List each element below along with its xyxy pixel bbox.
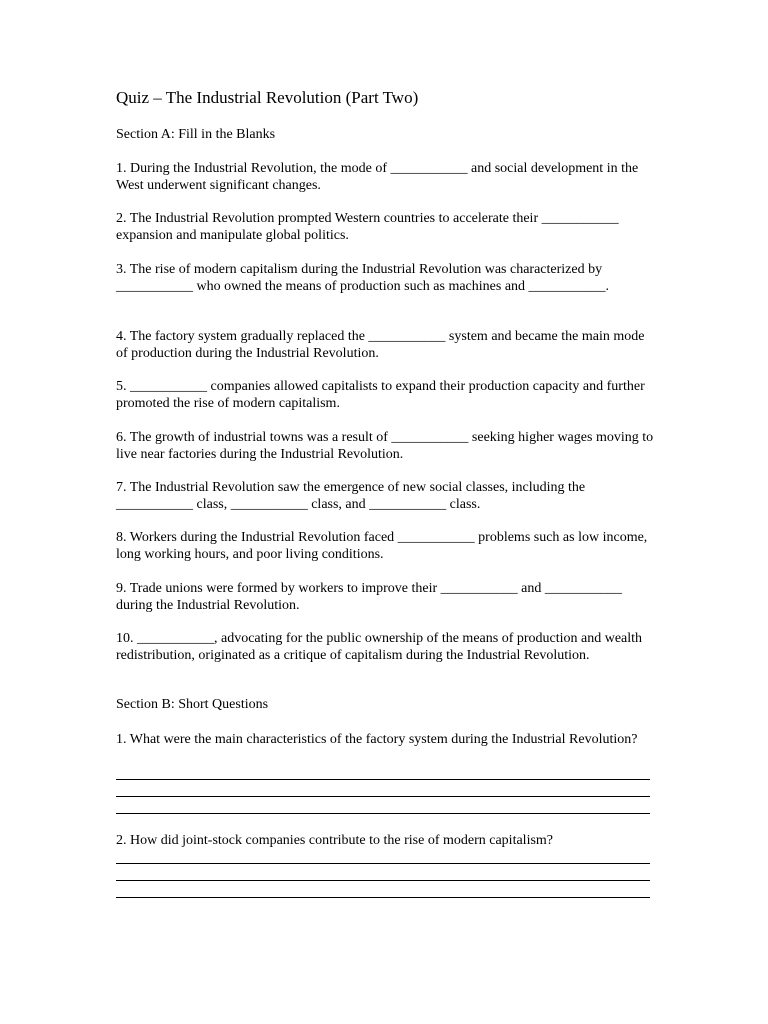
answer-line[interactable] bbox=[116, 763, 650, 780]
fill-blank-question-10: 10. ___________, advocating for the public ownership of the means of production and wealth redistribution, originated as a critique of capitalism during the Industrial Revolution. bbox=[116, 631, 643, 663]
page-title: Quiz – The Industrial Revolution (Part Two) bbox=[116, 88, 419, 107]
short-question-2: 2. How did joint-stock companies contribute to the rise of modern capitalism? bbox=[116, 833, 554, 848]
section-a-heading: Section A: Fill in the Blanks bbox=[116, 127, 276, 142]
fill-blank-question-9: 9. Trade unions were formed by workers to improve their ___________ and ___________ during the Industrial Revolution. bbox=[116, 581, 622, 613]
fill-blank-question-8: 8. Workers during the Industrial Revolution faced ___________ problems such as low income, long working hours, and poor living conditions. bbox=[116, 530, 648, 562]
fill-blank-question-5: 5. ___________ companies allowed capitalists to expand their production capacity and further promoted the rise of modern capitalism. bbox=[116, 379, 645, 411]
fill-blank-question-1: 1. During the Industrial Revolution, the mode of ___________ and social development in the West underwent significant changes. bbox=[116, 161, 639, 193]
answer-lines-question-2[interactable] bbox=[116, 847, 650, 898]
fill-blank-question-7: 7. The Industrial Revolution saw the emergence of new social classes, including the ___________ class, ___________ class, and ___________ class. bbox=[116, 480, 586, 512]
section-b-heading: Section B: Short Questions bbox=[116, 697, 269, 712]
fill-blank-question-4: 4. The factory system gradually replaced the ___________ system and became the main mode of production during the Industrial Revolution. bbox=[116, 329, 645, 361]
answer-lines-question-1[interactable] bbox=[116, 763, 650, 814]
answer-line[interactable] bbox=[116, 881, 650, 898]
short-question-1: 1. What were the main characteristics of the factory system during the Industrial Revolution? bbox=[116, 732, 638, 747]
answer-line[interactable] bbox=[116, 780, 650, 797]
answer-line[interactable] bbox=[116, 797, 650, 814]
fill-blank-question-3: 3. The rise of modern capitalism during the Industrial Revolution was characterized by ___________ who owned the means of production such as machines and ___________. bbox=[116, 262, 610, 294]
answer-line[interactable] bbox=[116, 847, 650, 864]
fill-blank-question-2: 2. The Industrial Revolution prompted Western countries to accelerate their ___________ expansion and manipulate global politics. bbox=[116, 211, 619, 243]
fill-blank-question-6: 6. The growth of industrial towns was a result of ___________ seeking higher wages moving to live near factories during the Industrial Revolution. bbox=[116, 430, 654, 462]
answer-line[interactable] bbox=[116, 864, 650, 881]
